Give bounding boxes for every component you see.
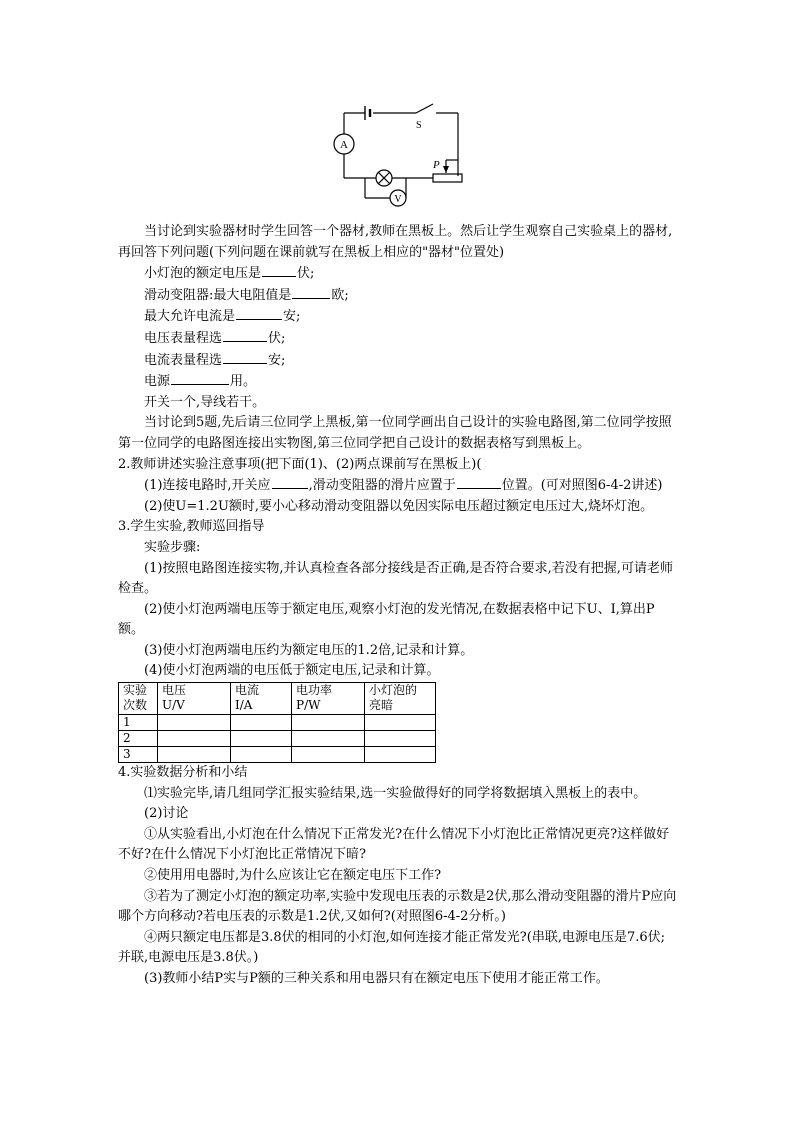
voltmeter-label: V [394, 194, 402, 205]
question-2: ②使用用电器时,为什么应该让它在额定电压下工作? [144, 868, 442, 884]
table-header-cell: 实验 次数 [119, 683, 158, 715]
summary-3: (3)教师小结P实与P额的三种关系和用电器只有在额定电压下使用才能正常工作。 [144, 971, 609, 986]
equip-line: 最大允许电流是 安; [118, 306, 678, 328]
fill-blank [292, 285, 330, 299]
fill-blank [171, 371, 229, 385]
table-row: 3 [119, 747, 436, 763]
data-table [118, 682, 436, 763]
fill-blank [236, 306, 282, 320]
fill-blank [272, 475, 308, 489]
fill-blank [223, 328, 267, 342]
question-1: ①从实验看出,小灯泡在什么情况下正常发光?在什么情况下小灯泡比正常情况更亮?这样做好不好?在什么情况下小灯泡比正常情况下暗? [118, 826, 670, 863]
section-heading-3: 3.学生实验,教师巡回指导 [118, 519, 265, 535]
switch-label: S [416, 120, 422, 131]
equip-line: 电流表量程选 安; [118, 350, 678, 372]
summary-2: (2)讨论 [144, 806, 189, 822]
table-header-cell: 电流 I/A [231, 683, 292, 715]
step-1: (1)按照电路图连接实物,并认真检查各部分接线是否正确,是否符合要求,若没有把握,可请老师检查。 [118, 560, 673, 597]
step-2: (2)使小灯泡两端电压等于额定电压,观察小灯泡的发光情况,在数据表格中记下U、I,算出P额。 [118, 601, 655, 638]
step-4: (4)使小灯泡两端的电压低于额定电压,记录和计算。 [144, 663, 440, 679]
steps-title: 实验步骤: [144, 539, 201, 555]
table-row: 2 [119, 731, 436, 747]
equip-line: 电压表量程选 伏; [118, 328, 678, 350]
fill-blank [262, 263, 296, 277]
ammeter-label: A [340, 139, 348, 151]
table-row: 1 [119, 715, 436, 731]
circuit-diagram [330, 98, 470, 208]
note-2: (2)使U=1.2U额时,要小心移动滑动变阻器以免因实际电压超过额定电压过大,烧坏灯泡。 [144, 498, 654, 514]
summary-1: ⑴实验完毕,请几组同学汇报实验结果,选一实验做得好的同学将数据填入黑板上的表中。 [144, 785, 647, 801]
slider-label: P [433, 159, 440, 171]
note-1: (1)连接电路时,开关应 ,滑动变阻器的滑片应置于 位置。(可对照图6-4-2讲述) [118, 475, 678, 497]
equip-line: 小灯泡的额定电压是 伏; [118, 263, 678, 285]
table-header-row [119, 683, 436, 715]
table-header-cell: 电压 U/V [158, 683, 231, 715]
paragraph-intro: 当讨论到实验器材时学生回答一个器材,教师在黑板上。然后让学生观察自己实验桌上的器材,再回答下列问题(下列问题在课前就写在黑板上相应的"器材"位置处) [118, 224, 673, 260]
section-heading-4: 4.实验数据分析和小结 [118, 765, 248, 781]
question-3: ③若为了测定小灯泡的额定功率,实验中发现电压表的示数是2伏,那么滑动变阻器的滑片P应向哪个方向移动?若电压表的示数是1.2伏,又如何?(对照图6-4-2分析。) [118, 888, 677, 925]
fill-blank [223, 350, 267, 364]
step-3: (3)使小灯泡两端电压约为额定电压的1.2倍,记录和计算。 [144, 642, 474, 658]
document-body [118, 222, 678, 990]
paragraph-discussion: 当讨论到5题,先后请三位同学上黑板,第一位同学画出自己设计的实验电路图,第二位同学按照第一位同学的电路图连接出实物图,第三位同学把自己设计的数据表格写到黑板上。 [118, 415, 672, 451]
equip-line: 开关一个,导线若干。 [144, 394, 266, 410]
equip-line: 电源 用。 [118, 371, 678, 393]
table-header-cell: 小灯泡的 亮暗 [365, 683, 436, 715]
fill-blank [457, 475, 501, 489]
equip-line: 滑动变阻器:最大电阻值是 欧; [118, 285, 678, 307]
table-header-cell: 电功率 P/W [292, 683, 365, 715]
section-heading-2: 2.教师讲述实验注意事项(把下面(1)、(2)两点课前写在黑板上)( [118, 456, 482, 472]
question-4: ④两只额定电压都是3.8伏的相同的小灯泡,如何连接才能正常发光?(串联,电源电压是7.6伏;并联,电源电压是3.8伏。) [118, 929, 666, 966]
